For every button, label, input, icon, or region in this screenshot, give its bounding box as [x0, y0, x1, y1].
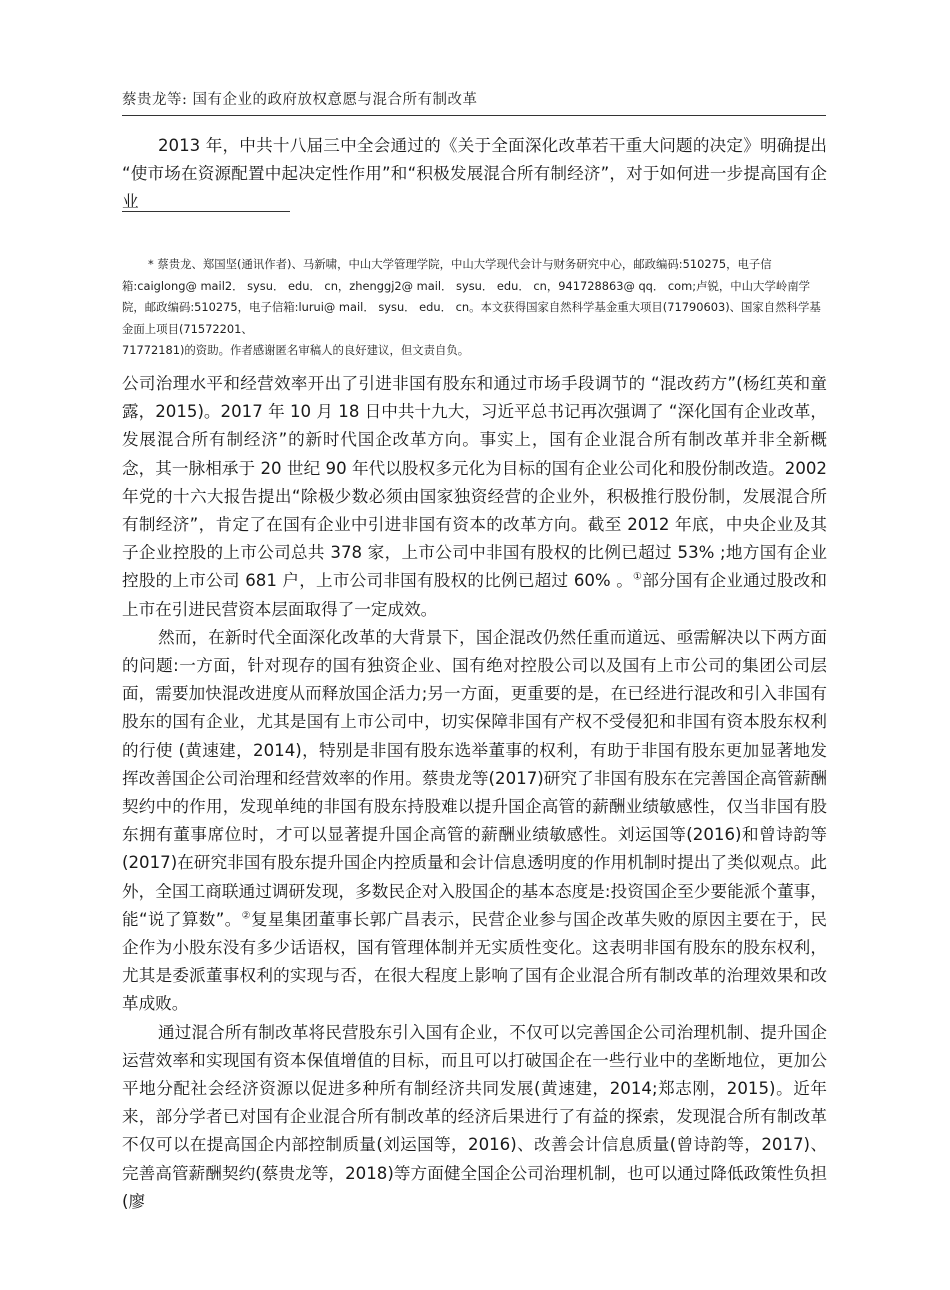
paragraph-2-text: 然而，在新时代全面深化改革的大背景下，国企混改仍然任重而道远、亟需解决以下两方面的问题:一方面，针对现存的国有独资企业、国有绝对控股公司以及国有上市公司的集团公司层面，需要加快混改进度从而释放国企活力;另一方面，更重要的是，在已经进行混改和引入非国有股东的国有企业，尤其是国有上市公司中，切实保障非国有产权不受侵犯和非国有资本股东权利的行使 (黄速建，2014)，特别是非国有股东选举董事的权利，有助于非国有股东更加显著地发挥改善国企公司治理和经营效率的作用。蔡贵龙等(2017)研究了非国有股东在完善国企高管薪酬契约中的作用，发现单纯的非国有股东持股难以提升国企高管的薪酬业绩敏感性，仅当非国有股东拥有董事席位时，才可以显著提升国企高管的薪酬业绩敏感性。刘运国等(2016)和曾诗韵等(2017)在研究非国有股东提升国企内控质量和会计信息透明度的作用机制时提出了类似观点。此外，全国工商联通过调研发现，多数民企对入股国企的基本态度是:投资国企至少要能派个董事，能“说了算数”。 [122, 627, 827, 929]
body-paragraph-1 [122, 370, 827, 624]
footnote-separator [122, 211, 290, 212]
header-divider [122, 115, 826, 116]
footnote-line-1: * 蔡贵龙、郑国坚(通讯作者)、马新啸，中山大学管理学院，中山大学现代会计与财务研究中心，邮政编码:510275，电子信箱:caiglong@ mail2． sysu． edu． cn，zhenggj2@ mail． sysu． edu． cn，941728863@ qq． com;卢锐，中山大学岭南学院，邮政编码:510275，电子信箱:lurui@ mail． sysu． edu． cn。本文获得国家自然科学基金重大项目(71790603)、国家自然科学基金面上项目(71572201、 [122, 257, 821, 336]
body-paragraph-3: 通过混合所有制改革将民营股东引入国有企业，不仅可以完善国企公司治理机制、提升国企运营效率和实现国有资本保值增值的目标，而且可以打破国企在一些行业中的垄断地位，更加公平地分配社会经济资源以促进多种所有制经济共同发展(黄速建，2014;郑志刚，2015)。近年来，部分学者已对国有企业混合所有制改革的经济后果进行了有益的探索，发现混合所有制改革不仅可以在提高国企内部控制质量(刘运国等，2016)、改善会计信息质量(曾诗韵等，2017)、完善高管薪酬契约(蔡贵龙等，2018)等方面健全国企公司治理机制，也可以通过降低政策性负担(廖 [122, 1022, 827, 1211]
footnote-marker-1: ① [633, 571, 643, 583]
paragraph-1-text: 公司治理水平和经营效率开出了引进非国有股东和通过市场手段调节的 “混改药方”(杨红英和童露，2015)。2017 年 10 月 18 日中共十九大，习近平总书记再次强调了 “深化国有企业改革，发展混合所有制经济”的新时代国企改革方向。事实上，国有企业混合所有制改革并非全新概念，其一脉相承于 20 世纪 90 年代以股权多元化为目标的国有企业公司化和股份制改造。2002 年党的十六大报告提出“除极少数必须由国家独资经营的企业外，积极推行股份制，发展混合所有制经济”，肯定了在国有企业中引进非国有资本的改革方向。截至 2012 年底，中央企业及其子企业控股的上市公司总共 378 家，上市公司中非国有股权的比例已超过 53% ;地方国有企业控股的上市公司 681 户，上市公司非国有股权的比例已超过 60% 。 [122, 374, 827, 591]
running-header [122, 80, 826, 116]
intro-paragraph-block [122, 132, 827, 216]
main-body [122, 370, 827, 1216]
intro-paragraph: 2013 年，中共十八届三中全会通过的《关于全面深化改革若干重大问题的决定》明确提出 “使市场在资源配置中起决定性作用”和“积极发展混合所有制经济”，对于如何进一步提高国有企业 [122, 136, 827, 211]
footnote-line-2: 71772181)的资助。作者感谢匿名审稿人的良好建议，但文责自负。 [122, 343, 470, 357]
footnote-marker-2: ② [241, 910, 251, 922]
paragraph-2-tail: 复星集团董事长郭广昌表示，民营企业参与国企改革失败的原因主要在于，民企作为小股东没有多少话语权，国有管理体制并无实质性变化。这表明非国有股东的股东权利，尤其是委派董事权利的实现与否，在很大程度上影响了国有企业混合所有制改革的治理效果和改革成败。 [122, 909, 828, 1014]
paragraph-1-tail: 部分国有企业通过股改和上市在引进民营资本层面取得了一定成效。 [122, 571, 828, 619]
body-paragraph-2 [122, 624, 827, 1019]
author-footnote [122, 254, 827, 362]
running-title: 蔡贵龙等: 国有企业的政府放权意愿与混合所有制改革 [122, 92, 478, 108]
